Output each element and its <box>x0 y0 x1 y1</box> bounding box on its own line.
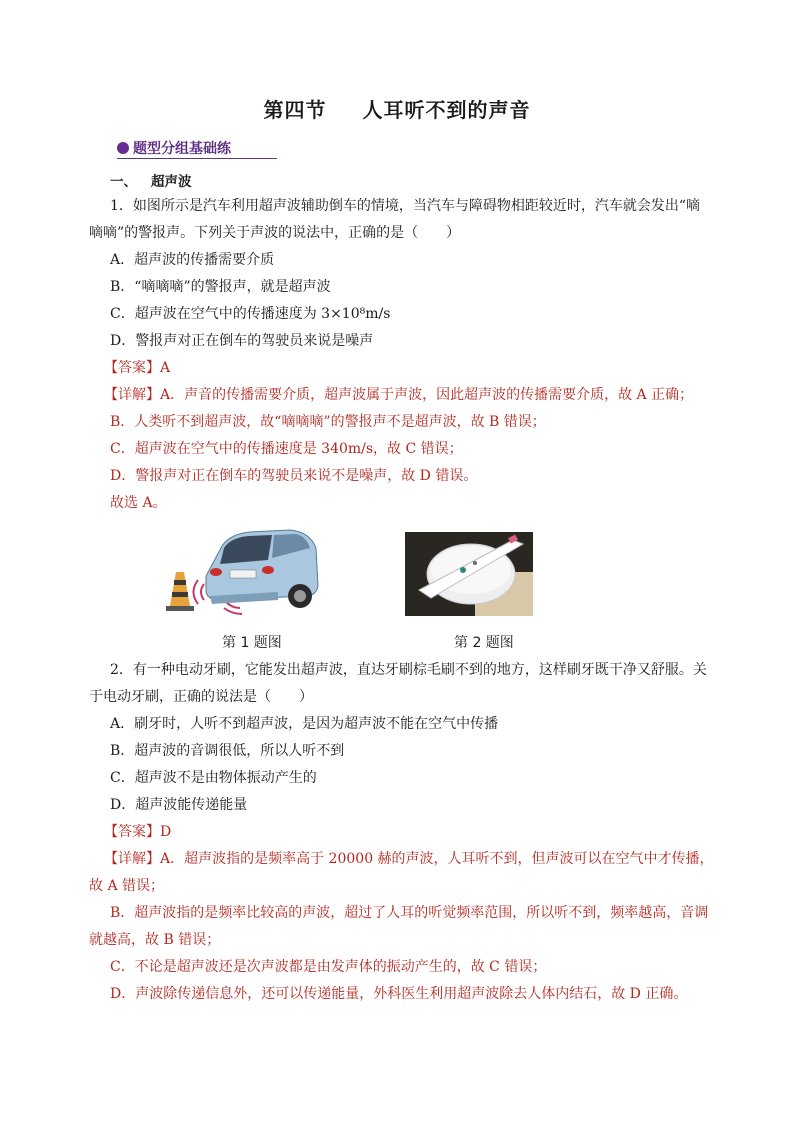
figure1-caption: 第 1 题图 <box>222 635 282 651</box>
q2-detail-c: C．不论是超声波还是次声波都是由发声体的振动产生的，故 C 错误； <box>110 959 547 975</box>
q1-option-a: A．超声波的传播需要介质 <box>110 252 275 268</box>
q2-option-b: B．超声波的音调很低，所以人听不到 <box>110 743 345 759</box>
q1-detail-a: 【详解】A．声音的传播需要介质，超声波属于声波，因此超声波的传播需要介质，故 A 正确； <box>104 387 694 403</box>
page-title: 第四节 人耳听不到的声音 <box>263 98 531 122</box>
q1-detail-c: C．超声波在空气中的传播速度是 340m/s，故 C 错误； <box>110 441 463 457</box>
q2-detail-a-line1: 【详解】A．超声波指的是频率高于 20000 赫的声波，人耳听不到，但声波可以在空气中才传播， <box>104 851 714 867</box>
q2-detail-b-line1: B．超声波指的是频率比较高的声波，超过了人耳的听觉频率范围，所以听不到，频率越高，音调 <box>110 905 709 921</box>
q1-option-b: B．“嘀嘀嘀”的警报声，就是超声波 <box>110 279 331 295</box>
q2-option-a: A．刷牙时，人听不到超声波，是因为超声波不能在空气中传播 <box>110 716 499 732</box>
q1-stem-line1: 1．如图所示是汽车利用超声波辅助倒车的情境，当汽车与障碍物相距较近时，汽车就会发出“嘀 <box>110 198 701 214</box>
q2-stem-line2: 于电动牙刷，正确的说法是（ ） <box>89 689 313 705</box>
q1-stem-line2: 嘀嘀”的警报声。下列关于声波的说法中，正确的是（ ） <box>89 225 461 241</box>
q2-answer: 【答案】D <box>104 824 172 840</box>
bullet-circle-icon <box>117 142 129 154</box>
q2-detail-d: D．声波除传递信息外，还可以传递能量，外科医生利用超声波除去人体内结石，故 D 正确。 <box>110 986 688 1002</box>
q2-detail-b-line2: 就越高，故 B 错误； <box>89 932 221 948</box>
q1-option-c: C．超声波在空气中的传播速度为 3×10⁸m/s <box>110 306 391 322</box>
figure2-caption: 第 2 题图 <box>454 635 514 651</box>
section-heading: 一、 超声波 <box>110 174 192 190</box>
section-badge <box>117 138 277 159</box>
q1-answer: 【答案】A <box>104 360 171 376</box>
car-reversing-figure <box>160 524 320 616</box>
q1-detail-d: D．警报声对正在倒车的驾驶员来说不是噪声，故 D 错误。 <box>110 468 478 484</box>
q1-detail-b: B．人类听不到超声波，故“嘀嘀嘀”的警报声不是超声波，故 B 错误； <box>110 414 546 430</box>
q2-option-c: C．超声波不是由物体振动产生的 <box>110 770 317 786</box>
q2-option-d: D．超声波能传递能量 <box>110 797 248 813</box>
q2-detail-a-line2: 故 A 错误； <box>89 878 165 894</box>
badge-label: 题型分组基础练 <box>133 141 231 157</box>
q1-option-d: D．警报声对正在倒车的驾驶员来说是噪声 <box>110 333 374 349</box>
q2-stem-line1: 2．有一种电动牙刷，它能发出超声波，直达牙刷棕毛刷不到的地方，这样刷牙既干净又舒服。关 <box>110 662 707 678</box>
q1-conclusion: 故选 A。 <box>110 495 167 511</box>
toothbrush-figure <box>405 532 533 616</box>
